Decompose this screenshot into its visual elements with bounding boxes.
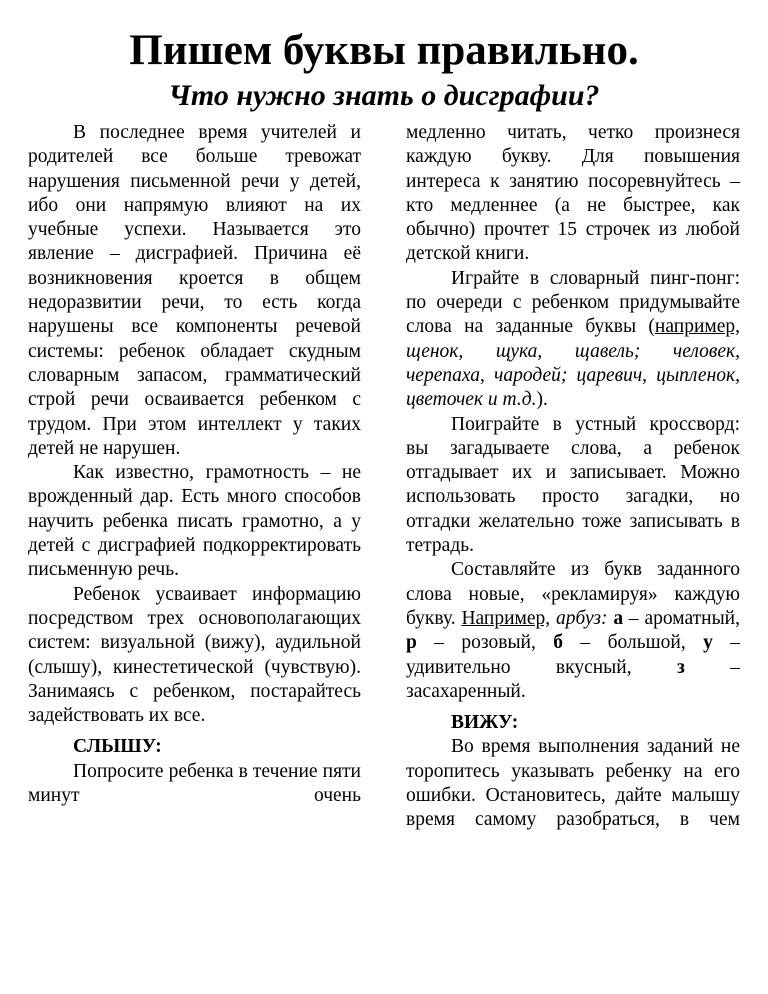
p2-text: Играйте в словарный пинг-понг: по очереди с ребенком придумывайте слова на заданные буквы ( [406,267,740,338]
page-title: Пишем буквы правильно. [129,27,639,74]
letter-u-text: – удивительно вкусный, [406,632,741,678]
letter-z-text: – засахаренный. [406,656,741,702]
heading-slyshu: СЛЫШУ: [73,736,162,758]
letter-z: з [677,656,685,678]
right-paragraph-5: Во время выполнения заданий не торопитесь указывать ребенку на его ошибки. Остановитесь, дайте малышу время самому разобраться, в чем [406,736,740,831]
p4-example-word: арбуз: [550,607,608,629]
right-paragraph-2 [406,267,740,413]
right-column [406,121,740,833]
p2-example-label: например, [654,316,740,338]
right-paragraph-4 [406,558,740,704]
left-paragraph-2: Как известно, грамотность – не врожденный дар. Есть много способов научить ребенка писать грамотно, а у детей с дисграфией подкорректировать письменную речь. [28,462,361,581]
left-paragraph-1: В последнее время учителей и родителей все больше тревожат нарушения письменной речи у детей, ибо они напрямую влияют на их учебные успехи. Называется это явление – дисграфией. Причина её возникновения кроется в общем недоразвитии речи, то есть когда нарушены все компоненты речевой системы: ребенок обладает скудным словарным запасом, грамматический строй речи осваивается ребенком с трудом. При этом интеллект у таких детей не нарушен. [28,122,361,459]
letter-a-text: – ароматный, [623,607,740,629]
letter-b: б [553,632,564,654]
heading-vizhu: ВИЖУ: [451,712,519,734]
page-subtitle: Что нужно знать о дисграфии? [168,79,600,112]
p4-example-label: Например, [461,607,551,629]
left-paragraph-4: Попросите ребенка в течение пяти минут очень [28,760,361,807]
letter-u: у [703,632,713,654]
p4-text: Составляйте из букв заданного слова новые, «рекламируя» каждую букву. [406,559,740,629]
letter-r-text: – розовый, [416,632,536,654]
right-paragraph-3: Поиграйте в устный кроссворд: вы загадываете слова, а ребенок отгадывает их и записывает. Можно использовать просто загадки, но отгадки желательно тоже записывать в тетрадь. [406,413,740,557]
left-column [28,121,361,808]
left-paragraph-3: Ребенок усваивает информацию посредством трех основополагающих систем: визуальной (вижу), аудильной (слышу), кинестетической (чувствую). Занимаясь с ребенком, постарайтесь задействовать их все. [28,583,361,727]
letter-b-text: – большой, [563,632,686,654]
p2-example-words: щенок, щука, щавель; человек, черепаха, чародей; царевич, цыпленок, цветочек и т.д. [406,340,740,411]
right-paragraph-1: медленно читать, четко произнеся каждую букву. Для повышения интереса к занятию посоревнуйтесь – кто медленнее (а не быстрее, как обычно) прочтет 15 строчек из любой детской книги. [406,122,740,265]
p2-closing: ). [536,389,548,411]
letter-r: р [406,632,417,654]
letter-a: а [613,607,624,629]
